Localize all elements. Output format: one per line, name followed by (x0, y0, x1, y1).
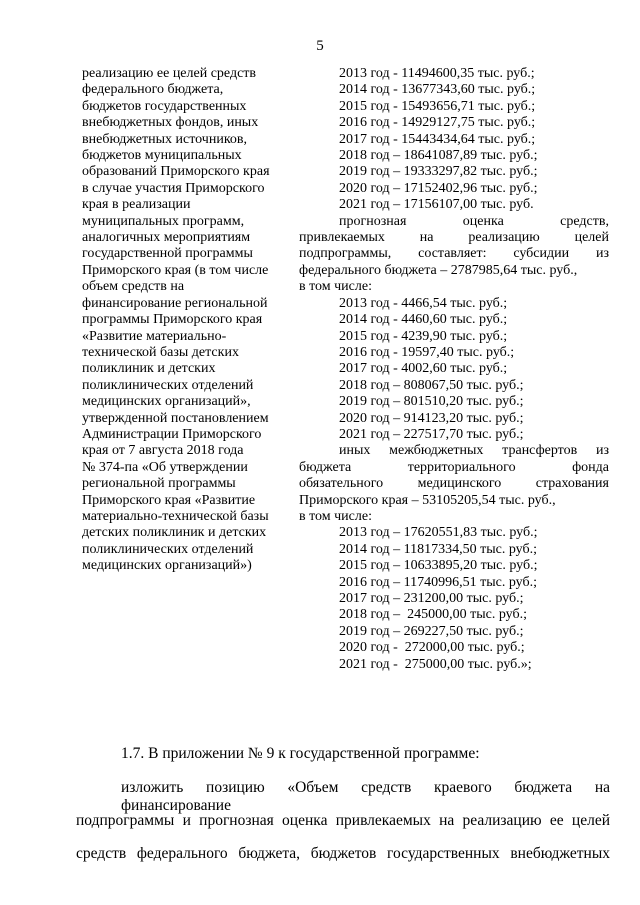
text-line: подпрограммы, составляет: субсидии из (299, 246, 609, 262)
left-column-cell (82, 66, 292, 575)
year-amount-line: 2013 год – 17620551,83 тыс. руб.; (339, 525, 538, 541)
year-amount-line: 2020 год - 272000,00 тыс. руб.; (339, 640, 525, 656)
year-amount-line: 2018 год – 18641087,89 тыс. руб.; (339, 148, 538, 164)
text-line: аналогичных мероприятиям (82, 230, 251, 246)
year-amount-line: 2020 год – 914123,20 тыс. руб.; (339, 410, 524, 426)
text-line: в том числе: (299, 508, 372, 524)
year-amount-line: 2021 год - 275000,00 тыс. руб.»; (339, 656, 532, 672)
text-line: № 374-па «Об утверждении (82, 459, 248, 475)
years-block-subsidies (299, 296, 609, 444)
item-heading: 1.7. В приложении № 9 к государственной программе: (121, 745, 480, 762)
right-column-cell (299, 66, 609, 673)
text-line: бюджета территориального фонда (299, 459, 609, 475)
text-line: обязательного медицинского страхования (299, 476, 609, 492)
text-line: федерального бюджета, (82, 82, 224, 98)
year-amount-line: 2017 год – 231200,00 тыс. руб.; (339, 591, 524, 606)
text-line: медицинских организаций») (82, 558, 252, 574)
year-amount-line: 2019 год – 19333297,82 тыс. руб.; (339, 164, 538, 180)
body-text-line: средств федерального бюджета, бюджетов государственных внебюджетных (76, 845, 610, 862)
year-amount-line: 2021 год – 17156107,00 тыс. руб. (339, 197, 534, 213)
body-text-line: изложить позицию «Объем средств краевого бюджета на финансирование (121, 779, 610, 814)
paragraph-interbudget-transfers (299, 443, 609, 525)
text-line: технической базы детских (82, 344, 239, 360)
text-line: прогнозная оценка средств, (339, 213, 609, 229)
text-line: финансирование региональной (82, 295, 268, 311)
year-amount-line: 2016 год - 19597,40 тыс. руб.; (339, 344, 515, 360)
text-line: «Развитие материально- (82, 328, 227, 344)
year-amount-line: 2018 год – 245000,00 тыс. руб.; (339, 607, 527, 623)
text-line: края от 7 августа 2018 года (82, 443, 244, 459)
text-line: привлекаемых на реализацию целей (299, 230, 609, 246)
text-line: бюджетов муниципальных (82, 148, 242, 164)
text-line: федерального бюджета – 2787985,64 тыс. руб., (299, 262, 578, 278)
year-amount-line: 2015 год – 10633895,20 тыс. руб.; (339, 558, 538, 574)
body-text-line: подпрограммы и прогнозная оценка привлекаемых на реализацию ее целей (76, 812, 610, 829)
year-amount-line: 2020 год – 17152402,96 тыс. руб.; (339, 180, 538, 196)
year-amount-line: 2017 год - 15443434,64 тыс. руб.; (339, 131, 536, 147)
text-line: образований Приморского края (82, 164, 270, 180)
text-line: объем средств на (82, 279, 185, 295)
text-line: утвержденной постановлением (82, 410, 269, 426)
year-amount-line: 2017 год - 4002,60 тыс. руб.; (339, 361, 508, 377)
text-line: детских поликлиник и детских (82, 525, 267, 541)
text-line: края в реализации (82, 197, 191, 213)
text-line: материально-технической базы (82, 508, 269, 524)
years-block-transfers (299, 525, 609, 673)
years-block-federal-budget (299, 66, 609, 214)
year-amount-line: 2019 год – 801510,20 тыс. руб.; (339, 394, 524, 410)
text-line: реализацию ее целей средств (82, 66, 257, 81)
text-line: внебюджетных источников, (82, 131, 248, 147)
text-line: региональной программы (82, 476, 236, 492)
page-number: 5 (316, 38, 324, 54)
year-amount-line: 2019 год – 269227,50 тыс. руб.; (339, 623, 524, 639)
year-amount-line: 2014 год - 4460,60 тыс. руб.; (339, 312, 508, 328)
year-amount-line: 2016 год – 11740996,51 тыс. руб.; (339, 574, 537, 590)
text-line: государственной программы (82, 246, 253, 262)
year-amount-line: 2015 год - 4239,90 тыс. руб.; (339, 328, 508, 344)
year-amount-line: 2016 год - 14929127,75 тыс. руб.; (339, 115, 536, 131)
text-line: Приморского края «Развитие (82, 492, 256, 508)
text-line: поликлиник и детских (82, 361, 216, 377)
text-line: иных межбюджетных трансфертов из (339, 443, 609, 459)
year-amount-line: 2018 год – 808067,50 тыс. руб.; (339, 377, 524, 393)
text-line: в том числе: (299, 279, 372, 295)
text-line: бюджетов государственных (82, 98, 247, 114)
text-line: медицинских организаций», (82, 394, 251, 410)
text-line: поликлинических отделений (82, 541, 254, 557)
text-line: в случае участия Приморского (82, 180, 265, 196)
year-amount-line: 2014 год - 13677343,60 тыс. руб.; (339, 82, 536, 98)
text-line: программы Приморского края (82, 312, 263, 328)
text-line: внебюджетных фондов, иных (82, 115, 259, 131)
paragraph-federal-subsidies (299, 214, 609, 296)
year-amount-line: 2015 год - 15493656,71 тыс. руб.; (339, 98, 536, 114)
text-line: поликлинических отделений (82, 377, 254, 393)
text-line: Администрации Приморского (82, 426, 262, 442)
text-line: Приморского края – 53105205,54 тыс. руб., (299, 492, 556, 508)
year-amount-line: 2013 год - 4466,54 тыс. руб.; (339, 295, 508, 311)
year-amount-line: 2014 год – 11817334,50 тыс. руб.; (339, 541, 537, 557)
year-amount-line: 2021 год – 227517,70 тыс. руб.; (339, 426, 524, 442)
text-line: муниципальных программ, (82, 213, 245, 229)
year-amount-line: 2013 год - 11494600,35 тыс. руб.; (339, 66, 535, 81)
text-line: Приморского края (в том числе (82, 262, 269, 278)
